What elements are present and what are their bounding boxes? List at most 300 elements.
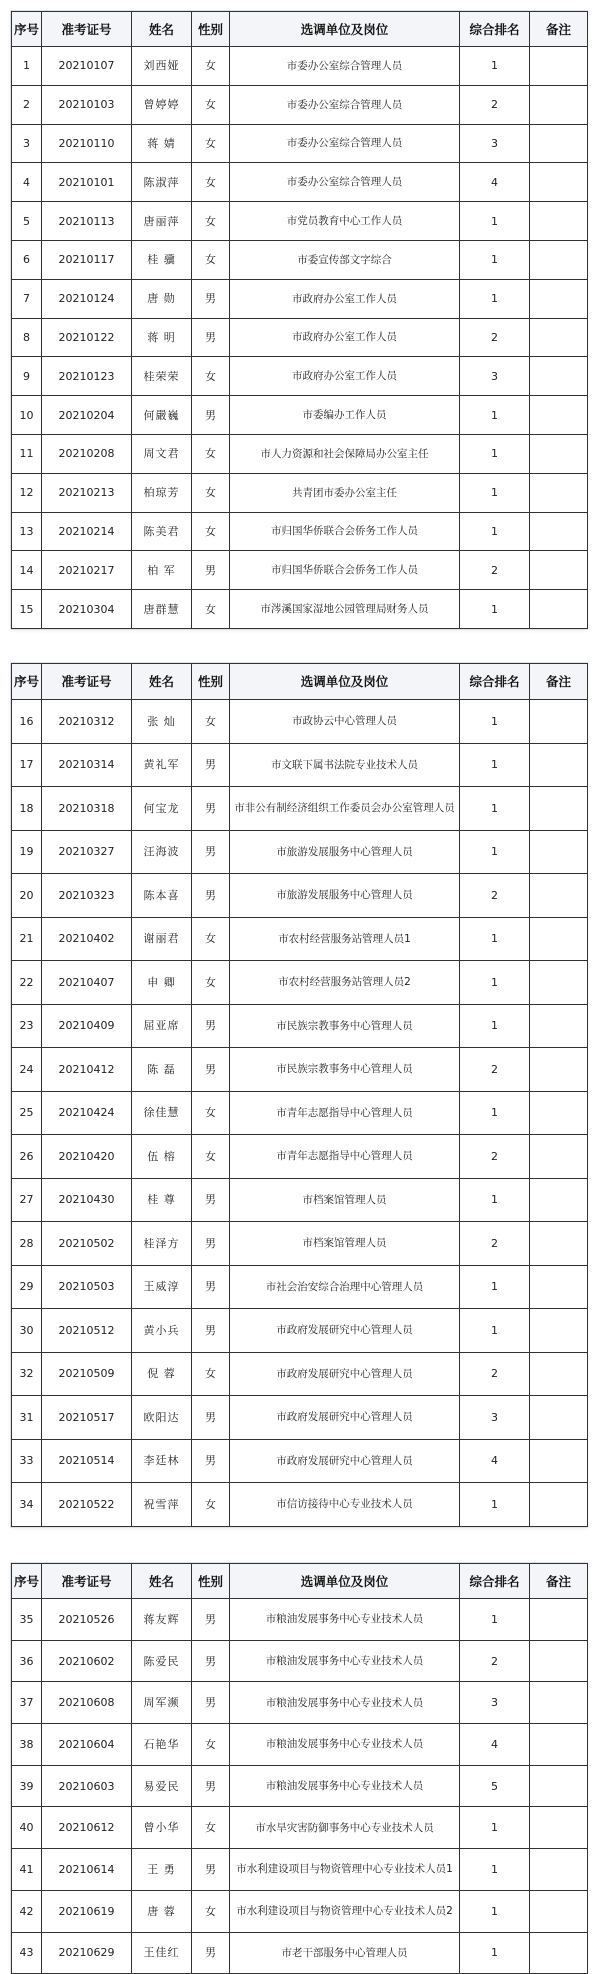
cell-seq: 16 — [12, 700, 42, 744]
cell-name: 申 卿 — [132, 961, 192, 1005]
cell-gender: 男 — [192, 1178, 230, 1222]
cell-seq: 38 — [12, 1724, 42, 1766]
cell-exam-number: 20210323 — [42, 874, 132, 918]
cell-exam-number: 20210522 — [42, 1483, 132, 1527]
cell-seq: 32 — [12, 1352, 42, 1396]
cell-exam-number: 20210619 — [42, 1890, 132, 1932]
cell-remark — [530, 318, 588, 357]
cell-rank: 1 — [460, 1932, 530, 1974]
cell-exam-number: 20210409 — [42, 1004, 132, 1048]
cell-rank: 1 — [460, 1599, 530, 1641]
cell-seq: 20 — [12, 874, 42, 918]
header-remark: 备注 — [530, 664, 588, 700]
results-table-2 — [11, 663, 588, 1527]
cell-name: 徐佳慧 — [132, 1091, 192, 1135]
cell-gender: 男 — [192, 1682, 230, 1724]
cell-remark — [530, 1765, 588, 1807]
table-row — [12, 240, 588, 279]
header-row — [12, 664, 588, 700]
cell-position: 市老干部服务中心管理人员 — [230, 1932, 460, 1974]
cell-seq: 25 — [12, 1091, 42, 1135]
cell-rank: 1 — [460, 473, 530, 512]
header-row — [12, 1564, 588, 1599]
cell-rank: 1 — [460, 512, 530, 551]
cell-gender: 男 — [192, 1265, 230, 1309]
cell-name: 何宝龙 — [132, 787, 192, 831]
cell-seq: 15 — [12, 590, 42, 629]
header-gender: 性别 — [192, 12, 230, 47]
cell-name: 石艳华 — [132, 1724, 192, 1766]
cell-name: 蒋友辉 — [132, 1599, 192, 1641]
cell-remark — [530, 961, 588, 1005]
table-row — [12, 396, 588, 435]
table-row — [12, 1640, 588, 1682]
cell-exam-number: 20210213 — [42, 473, 132, 512]
header-seq: 序号 — [12, 12, 42, 47]
cell-name: 陈本喜 — [132, 874, 192, 918]
cell-position: 共青团市委办公室主任 — [230, 473, 460, 512]
cell-remark — [530, 1135, 588, 1179]
cell-seq: 29 — [12, 1265, 42, 1309]
cell-remark — [530, 1849, 588, 1891]
table-row — [12, 279, 588, 318]
cell-gender: 男 — [192, 1222, 230, 1266]
cell-position: 市政府发展研究中心管理人员 — [230, 1309, 460, 1353]
header-name: 姓名 — [132, 664, 192, 700]
cell-seq: 6 — [12, 240, 42, 279]
cell-seq: 24 — [12, 1048, 42, 1092]
cell-position: 市青年志愿指导中心管理人员 — [230, 1091, 460, 1135]
cell-name: 桂泽方 — [132, 1222, 192, 1266]
cell-gender: 男 — [192, 1004, 230, 1048]
cell-seq: 39 — [12, 1765, 42, 1807]
table-row — [12, 1265, 588, 1309]
cell-position: 市水利建设项目与物资管理中心专业技术人员2 — [230, 1890, 460, 1932]
cell-position: 市委宣传部文字综合 — [230, 240, 460, 279]
cell-remark — [530, 743, 588, 787]
cell-remark — [530, 590, 588, 629]
cell-name: 陈 磊 — [132, 1048, 192, 1092]
cell-position: 市水利建设项目与物资管理中心专业技术人员1 — [230, 1849, 460, 1891]
cell-position: 市粮油发展事务中心专业技术人员 — [230, 1765, 460, 1807]
cell-position: 市政府办公室工作人员 — [230, 357, 460, 396]
cell-rank: 1 — [460, 787, 530, 831]
cell-position: 市政府办公室工作人员 — [230, 318, 460, 357]
cell-name: 曾婷婷 — [132, 85, 192, 124]
table-row — [12, 1724, 588, 1766]
cell-exam-number: 20210117 — [42, 240, 132, 279]
cell-remark — [530, 473, 588, 512]
cell-position: 市委办公室综合管理人员 — [230, 163, 460, 202]
cell-exam-number: 20210123 — [42, 357, 132, 396]
header-gender: 性别 — [192, 1564, 230, 1599]
cell-name: 陈美君 — [132, 512, 192, 551]
cell-position: 市农村经营服务站管理人员2 — [230, 961, 460, 1005]
cell-position: 市粮油发展事务中心专业技术人员 — [230, 1724, 460, 1766]
cell-remark — [530, 396, 588, 435]
cell-name: 王佳红 — [132, 1932, 192, 1974]
cell-seq: 11 — [12, 434, 42, 473]
cell-seq: 13 — [12, 512, 42, 551]
cell-seq: 40 — [12, 1807, 42, 1849]
cell-exam-number: 20210503 — [42, 1265, 132, 1309]
table-row — [12, 1004, 588, 1048]
table-row — [12, 1932, 588, 1974]
cell-position: 市归国华侨联合会侨务工作人员 — [230, 512, 460, 551]
cell-position: 市委办公室综合管理人员 — [230, 124, 460, 163]
cell-exam-number: 20210122 — [42, 318, 132, 357]
cell-exam-number: 20210608 — [42, 1682, 132, 1724]
cell-rank: 4 — [460, 1439, 530, 1483]
cell-name: 倪 蓉 — [132, 1352, 192, 1396]
cell-name: 陈淑萍 — [132, 163, 192, 202]
cell-seq: 12 — [12, 473, 42, 512]
cell-remark — [530, 124, 588, 163]
cell-position: 市文联下属书法院专业技术人员 — [230, 743, 460, 787]
cell-seq: 43 — [12, 1932, 42, 1974]
cell-exam-number: 20210424 — [42, 1091, 132, 1135]
cell-seq: 4 — [12, 163, 42, 202]
cell-gender: 女 — [192, 590, 230, 629]
table-row — [12, 1807, 588, 1849]
cell-seq: 35 — [12, 1599, 42, 1641]
table-row — [12, 1352, 588, 1396]
header-name: 姓名 — [132, 1564, 192, 1599]
cell-remark — [530, 874, 588, 918]
cell-remark — [530, 1439, 588, 1483]
cell-rank: 1 — [460, 590, 530, 629]
table-row — [12, 1682, 588, 1724]
cell-gender: 女 — [192, 961, 230, 1005]
cell-remark — [530, 1724, 588, 1766]
cell-remark — [530, 47, 588, 86]
cell-position: 市青年志愿指导中心管理人员 — [230, 1135, 460, 1179]
cell-rank: 1 — [460, 202, 530, 241]
header-rank: 综合排名 — [460, 1564, 530, 1599]
cell-position: 市旅游发展服务中心管理人员 — [230, 830, 460, 874]
cell-exam-number: 20210113 — [42, 202, 132, 241]
cell-gender: 女 — [192, 434, 230, 473]
cell-position: 市委办公室综合管理人员 — [230, 47, 460, 86]
cell-gender: 女 — [192, 700, 230, 744]
cell-name: 蒋 明 — [132, 318, 192, 357]
cell-name: 周军濒 — [132, 1682, 192, 1724]
cell-exam-number: 20210412 — [42, 1048, 132, 1092]
cell-name: 蒋 婧 — [132, 124, 192, 163]
cell-remark — [530, 1352, 588, 1396]
table-row — [12, 1765, 588, 1807]
cell-exam-number: 20210502 — [42, 1222, 132, 1266]
table-row — [12, 85, 588, 124]
cell-name: 汪海波 — [132, 830, 192, 874]
cell-gender: 男 — [192, 1048, 230, 1092]
cell-rank: 2 — [460, 318, 530, 357]
cell-exam-number: 20210304 — [42, 590, 132, 629]
cell-position: 市社会治安综合治理中心管理人员 — [230, 1265, 460, 1309]
cell-seq: 30 — [12, 1309, 42, 1353]
cell-remark — [530, 1048, 588, 1092]
cell-gender: 女 — [192, 85, 230, 124]
cell-name: 唐 蓉 — [132, 1890, 192, 1932]
cell-name: 唐丽萍 — [132, 202, 192, 241]
cell-position: 市民族宗教事务中心管理人员 — [230, 1004, 460, 1048]
cell-rank: 3 — [460, 1682, 530, 1724]
cell-position: 市档案馆管理人员 — [230, 1178, 460, 1222]
cell-gender: 女 — [192, 1091, 230, 1135]
cell-exam-number: 20210512 — [42, 1309, 132, 1353]
cell-rank: 1 — [460, 396, 530, 435]
cell-gender: 男 — [192, 318, 230, 357]
cell-position: 市水旱灾害防御事务中心专业技术人员 — [230, 1807, 460, 1849]
cell-gender: 男 — [192, 1765, 230, 1807]
cell-name: 桂荣荣 — [132, 357, 192, 396]
table-row — [12, 1135, 588, 1179]
cell-remark — [530, 279, 588, 318]
cell-gender: 男 — [192, 1932, 230, 1974]
cell-remark — [530, 1396, 588, 1440]
cell-gender: 男 — [192, 1396, 230, 1440]
cell-position: 市非公有制经济组织工作委员会办公室管理人员 — [230, 787, 460, 831]
cell-seq: 3 — [12, 124, 42, 163]
cell-remark — [530, 1890, 588, 1932]
table-row — [12, 473, 588, 512]
cell-seq: 8 — [12, 318, 42, 357]
cell-name: 李廷林 — [132, 1439, 192, 1483]
table-row — [12, 590, 588, 629]
cell-gender: 女 — [192, 47, 230, 86]
cell-name: 屈亚席 — [132, 1004, 192, 1048]
cell-seq: 27 — [12, 1178, 42, 1222]
cell-remark — [530, 1640, 588, 1682]
cell-rank: 1 — [460, 743, 530, 787]
cell-gender: 女 — [192, 473, 230, 512]
cell-remark — [530, 787, 588, 831]
cell-name: 桂 尊 — [132, 1178, 192, 1222]
cell-remark — [530, 1265, 588, 1309]
cell-name: 王威淳 — [132, 1265, 192, 1309]
cell-position: 市信访接待中心专业技术人员 — [230, 1483, 460, 1527]
cell-rank: 3 — [460, 124, 530, 163]
header-remark: 备注 — [530, 12, 588, 47]
cell-exam-number: 20210430 — [42, 1178, 132, 1222]
cell-remark — [530, 1807, 588, 1849]
cell-exam-number: 20210420 — [42, 1135, 132, 1179]
cell-position: 市政府办公室工作人员 — [230, 279, 460, 318]
cell-exam-number: 20210214 — [42, 512, 132, 551]
cell-rank: 4 — [460, 163, 530, 202]
table-row — [12, 318, 588, 357]
cell-remark — [530, 551, 588, 590]
cell-gender: 男 — [192, 1849, 230, 1891]
cell-remark — [530, 1091, 588, 1135]
cell-name: 柏 军 — [132, 551, 192, 590]
cell-gender: 女 — [192, 1352, 230, 1396]
cell-exam-number: 20210318 — [42, 787, 132, 831]
cell-remark — [530, 1483, 588, 1527]
cell-name: 张 灿 — [132, 700, 192, 744]
header-position: 选调单位及岗位 — [230, 12, 460, 47]
cell-seq: 18 — [12, 787, 42, 831]
cell-seq: 42 — [12, 1890, 42, 1932]
table-row — [12, 124, 588, 163]
cell-name: 曾小华 — [132, 1807, 192, 1849]
cell-exam-number: 20210217 — [42, 551, 132, 590]
cell-rank: 1 — [460, 1807, 530, 1849]
cell-gender: 男 — [192, 279, 230, 318]
cell-seq: 36 — [12, 1640, 42, 1682]
table-row — [12, 47, 588, 86]
table-row — [12, 917, 588, 961]
cell-rank: 1 — [460, 47, 530, 86]
cell-rank: 1 — [460, 1265, 530, 1309]
cell-rank: 2 — [460, 1352, 530, 1396]
cell-position: 市涔溪国家湿地公园管理局财务人员 — [230, 590, 460, 629]
cell-seq: 23 — [12, 1004, 42, 1048]
cell-seq: 2 — [12, 85, 42, 124]
cell-gender: 男 — [192, 1599, 230, 1641]
cell-gender: 男 — [192, 787, 230, 831]
cell-remark — [530, 700, 588, 744]
cell-exam-number: 20210402 — [42, 917, 132, 961]
cell-position: 市旅游发展服务中心管理人员 — [230, 874, 460, 918]
cell-rank: 1 — [460, 1178, 530, 1222]
cell-position: 市档案馆管理人员 — [230, 1222, 460, 1266]
cell-gender: 男 — [192, 830, 230, 874]
cell-gender: 女 — [192, 1724, 230, 1766]
cell-rank: 3 — [460, 1396, 530, 1440]
cell-position: 市政府发展研究中心管理人员 — [230, 1439, 460, 1483]
cell-remark — [530, 1309, 588, 1353]
cell-remark — [530, 512, 588, 551]
table-row — [12, 1309, 588, 1353]
cell-name: 桂 骥 — [132, 240, 192, 279]
header-gender: 性别 — [192, 664, 230, 700]
cell-gender: 女 — [192, 202, 230, 241]
cell-exam-number: 20210509 — [42, 1352, 132, 1396]
cell-exam-number: 20210603 — [42, 1765, 132, 1807]
table-panel-2 — [11, 663, 587, 1527]
cell-seq: 14 — [12, 551, 42, 590]
cell-exam-number: 20210517 — [42, 1396, 132, 1440]
results-table-3 — [11, 1563, 588, 1974]
header-position: 选调单位及岗位 — [230, 1564, 460, 1599]
cell-rank: 2 — [460, 874, 530, 918]
cell-name: 陈爱民 — [132, 1640, 192, 1682]
cell-exam-number: 20210602 — [42, 1640, 132, 1682]
cell-gender: 女 — [192, 1483, 230, 1527]
cell-position: 市粮油发展事务中心专业技术人员 — [230, 1599, 460, 1641]
cell-exam-number: 20210327 — [42, 830, 132, 874]
cell-gender: 男 — [192, 1640, 230, 1682]
cell-rank: 1 — [460, 1091, 530, 1135]
cell-remark — [530, 1599, 588, 1641]
cell-remark — [530, 1682, 588, 1724]
cell-seq: 1 — [12, 47, 42, 86]
cell-remark — [530, 163, 588, 202]
cell-rank: 1 — [460, 961, 530, 1005]
cell-gender: 男 — [192, 743, 230, 787]
cell-remark — [530, 830, 588, 874]
table-row — [12, 1439, 588, 1483]
header-rank: 综合排名 — [460, 664, 530, 700]
table-panel-1 — [11, 11, 587, 629]
cell-remark — [530, 85, 588, 124]
cell-rank: 5 — [460, 1765, 530, 1807]
cell-rank: 1 — [460, 917, 530, 961]
table-row — [12, 1483, 588, 1527]
table-row — [12, 551, 588, 590]
cell-seq: 33 — [12, 1439, 42, 1483]
cell-seq: 17 — [12, 743, 42, 787]
cell-rank: 1 — [460, 240, 530, 279]
cell-rank: 2 — [460, 1048, 530, 1092]
cell-gender: 女 — [192, 163, 230, 202]
cell-position: 市党员教育中心工作人员 — [230, 202, 460, 241]
cell-rank: 1 — [460, 1849, 530, 1891]
table-row — [12, 1178, 588, 1222]
header-position: 选调单位及岗位 — [230, 664, 460, 700]
cell-rank: 1 — [460, 1483, 530, 1527]
table-row — [12, 874, 588, 918]
header-exam-number: 准考证号 — [42, 664, 132, 700]
header-name: 姓名 — [132, 12, 192, 47]
cell-rank: 2 — [460, 1135, 530, 1179]
table-row — [12, 1890, 588, 1932]
cell-exam-number: 20210101 — [42, 163, 132, 202]
cell-name: 黄小兵 — [132, 1309, 192, 1353]
cell-seq: 41 — [12, 1849, 42, 1891]
cell-rank: 1 — [460, 700, 530, 744]
cell-name: 唐群慧 — [132, 590, 192, 629]
cell-name: 唐 勋 — [132, 279, 192, 318]
cell-exam-number: 20210407 — [42, 961, 132, 1005]
cell-exam-number: 20210514 — [42, 1439, 132, 1483]
cell-gender: 女 — [192, 240, 230, 279]
cell-rank: 4 — [460, 1724, 530, 1766]
header-rank: 综合排名 — [460, 12, 530, 47]
table-row — [12, 357, 588, 396]
cell-name: 王 勇 — [132, 1849, 192, 1891]
table-row — [12, 512, 588, 551]
cell-exam-number: 20210124 — [42, 279, 132, 318]
cell-remark — [530, 434, 588, 473]
cell-rank: 2 — [460, 85, 530, 124]
cell-remark — [530, 1004, 588, 1048]
cell-rank: 2 — [460, 1640, 530, 1682]
table-row — [12, 1849, 588, 1891]
cell-seq: 10 — [12, 396, 42, 435]
cell-exam-number: 20210612 — [42, 1807, 132, 1849]
cell-seq: 34 — [12, 1483, 42, 1527]
table-row — [12, 434, 588, 473]
cell-name: 柏琼芳 — [132, 473, 192, 512]
cell-position: 市政协云中心管理人员 — [230, 700, 460, 744]
cell-exam-number: 20210314 — [42, 743, 132, 787]
cell-rank: 1 — [460, 1309, 530, 1353]
header-remark: 备注 — [530, 1564, 588, 1599]
cell-position: 市政府发展研究中心管理人员 — [230, 1352, 460, 1396]
cell-seq: 19 — [12, 830, 42, 874]
cell-gender: 男 — [192, 396, 230, 435]
cell-exam-number: 20210107 — [42, 47, 132, 86]
table-row — [12, 961, 588, 1005]
cell-name: 谢丽君 — [132, 917, 192, 961]
cell-remark — [530, 240, 588, 279]
cell-name: 周文君 — [132, 434, 192, 473]
cell-gender: 男 — [192, 874, 230, 918]
cell-remark — [530, 357, 588, 396]
cell-gender: 女 — [192, 124, 230, 163]
